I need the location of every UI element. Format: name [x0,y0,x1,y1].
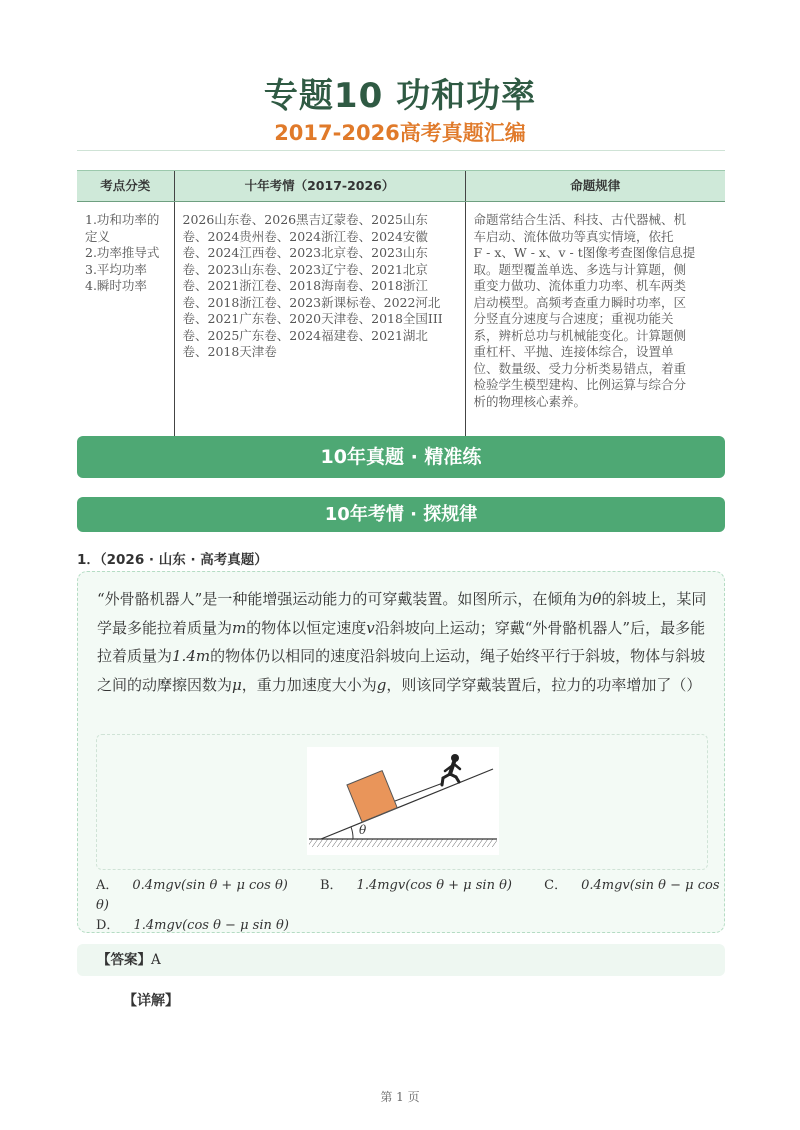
stem-symbol: g [376,675,387,694]
stem-text: 沿斜坡向上运动；穿戴“外骨骼机器人”后，最多能拉着质量为 [97,618,706,665]
choice-d-label: D． [96,918,120,933]
header-rules: 命题规律 [465,171,725,202]
choice-d-text: 1.4mgv(cos θ − μ sin θ) [133,918,289,933]
stem-text: ，则该同学穿戴装置后，拉力的功率增加了（） [386,675,702,694]
stem-symbol: θ [592,590,602,608]
incline-figure [307,747,499,855]
rule-line: 系，辨析总功与机械能变化。计算题侧 [473,327,687,343]
angle-arc [351,827,353,839]
question-stem [97,585,709,699]
block-shape [347,771,397,822]
rule-line: 启动模型。高频考查重力瞬时功率，区 [473,294,687,310]
rule-line: 分竖直分速度与合速度；重视功能关 [473,311,674,326]
category-item: 2.功率推导式 [85,245,160,260]
exam-list-line: 卷、2024贵州卷、2024浙江卷、2024安徽 [182,228,428,244]
choice-d[interactable] [96,918,303,933]
choice-c-text: 0.4mgv(sin θ − μ cos θ) [96,878,720,913]
rule-line: 重变力做功、流体重力功率、机车两类 [473,278,687,293]
header-exams: 十年考情（2017-2026） [174,171,465,202]
ground-hatch [309,839,497,847]
answer-label: 【答案】 [97,952,151,968]
figure-frame [96,734,708,870]
exam-list-line: 卷、2024江西卷、2023北京卷、2023山东 [182,245,428,260]
overview-table [77,170,725,438]
choice-row [96,916,724,936]
title-divider [77,150,725,151]
exam-list-line: 卷、2021广东卷、2020天津卷、2018全国III [182,311,443,326]
incline-diagram [307,747,499,855]
rule-line: 车启动、流体做功等真实情境，依托 [473,228,674,244]
angle-label: θ [359,823,367,837]
stem-text: “外骨骼机器人”是一种能增强运动能力的可穿戴装置。如图所示，在倾角为 [97,590,593,608]
choice-row [96,876,724,916]
question-label: 1．（2026 · 山东 · 高考真题） [77,552,268,568]
table-header-row [77,171,725,202]
stem-symbol: μ [232,675,242,694]
exam-list-line: 卷、2021浙江卷、2018海南卷、2018浙江 [182,278,428,293]
person-icon [442,754,460,785]
stem-symbol: v [366,618,375,637]
rule-line: 位、数量级、受力分析类易错点，着重 [473,360,687,376]
choice-list [96,876,724,936]
practice-banner: 10年真题 · 精准练 [77,436,725,478]
category-cell [77,202,174,438]
exam-list-line: 卷、2018天津卷 [182,344,277,359]
question-box [77,571,725,933]
stem-symbol: 1.4m [172,647,211,665]
header-category: 考点分类 [77,171,174,202]
stem-text: 的斜坡上，某同学最多能拉着质量为 [97,590,707,637]
exam-list-line: 卷、2023山东卷、2023辽宁卷、2021北京 [182,261,428,277]
rule-line: 命题常结合生活、科技、古代器械、机 [473,212,687,227]
rule-line: 析的物理核心素养。 [473,393,587,409]
stem-symbol: m [232,618,247,637]
category-item: 3.平均功率 [85,261,147,277]
answer-box [77,944,725,976]
choice-a-text: 0.4mgv(sin θ + μ cos θ) [132,878,288,893]
answer-value: A [151,952,161,968]
exam-list-line: 卷、2025广东卷、2024福建卷、2021湖北 [182,327,428,343]
choice-a[interactable] [96,878,302,893]
rule-cell [465,202,725,438]
exam-list-line: 卷、2018浙江卷、2023新课标卷、2022河北 [182,294,441,310]
category-item: 1.功和功率的定义 [85,212,160,244]
choice-b[interactable] [320,878,526,893]
page-title: 专题10 功和功率 [263,76,537,116]
choice-a-label: A． [96,878,119,893]
detail-label: 【详解】 [123,993,179,1009]
incline-line [321,769,493,839]
stem-text: ，重力加速度大小为 [241,675,377,694]
choice-c-label: C． [544,878,568,893]
stem-text: 的物体以恒定速度 [246,618,367,637]
trend-banner: 10年考情 · 探规律 [77,497,725,532]
choice-b-label: B． [319,878,343,893]
rule-line: 检验学生模型建构、比例运算与综合分 [473,377,687,392]
category-item: 4.瞬时功率 [85,278,147,293]
rule-line: 取。题型覆盖单选、多选与计算题，侧 [473,261,687,277]
choice-b-text: 1.4mgv(cos θ + μ sin θ) [356,878,512,893]
stem-text: 的物体仍以相同的速度沿斜坡向上运动，绳子始终平行于斜坡，物体与斜坡之间的动摩擦因数为 [97,647,706,694]
page-subtitle: 2017-2026高考真题汇编 [274,121,526,145]
rule-line: F - x、W - x、v - t图像考查图像信息提 [473,245,696,260]
table-row [77,202,725,438]
rule-line: 重杠杆、平抛、连接体综合，设置单 [473,344,674,359]
exam-list-line: 2026山东卷、2026黑吉辽蒙卷、2025山东 [182,212,428,227]
page-number: 第 1 页 [380,1090,420,1104]
exam-list-cell [174,202,465,438]
